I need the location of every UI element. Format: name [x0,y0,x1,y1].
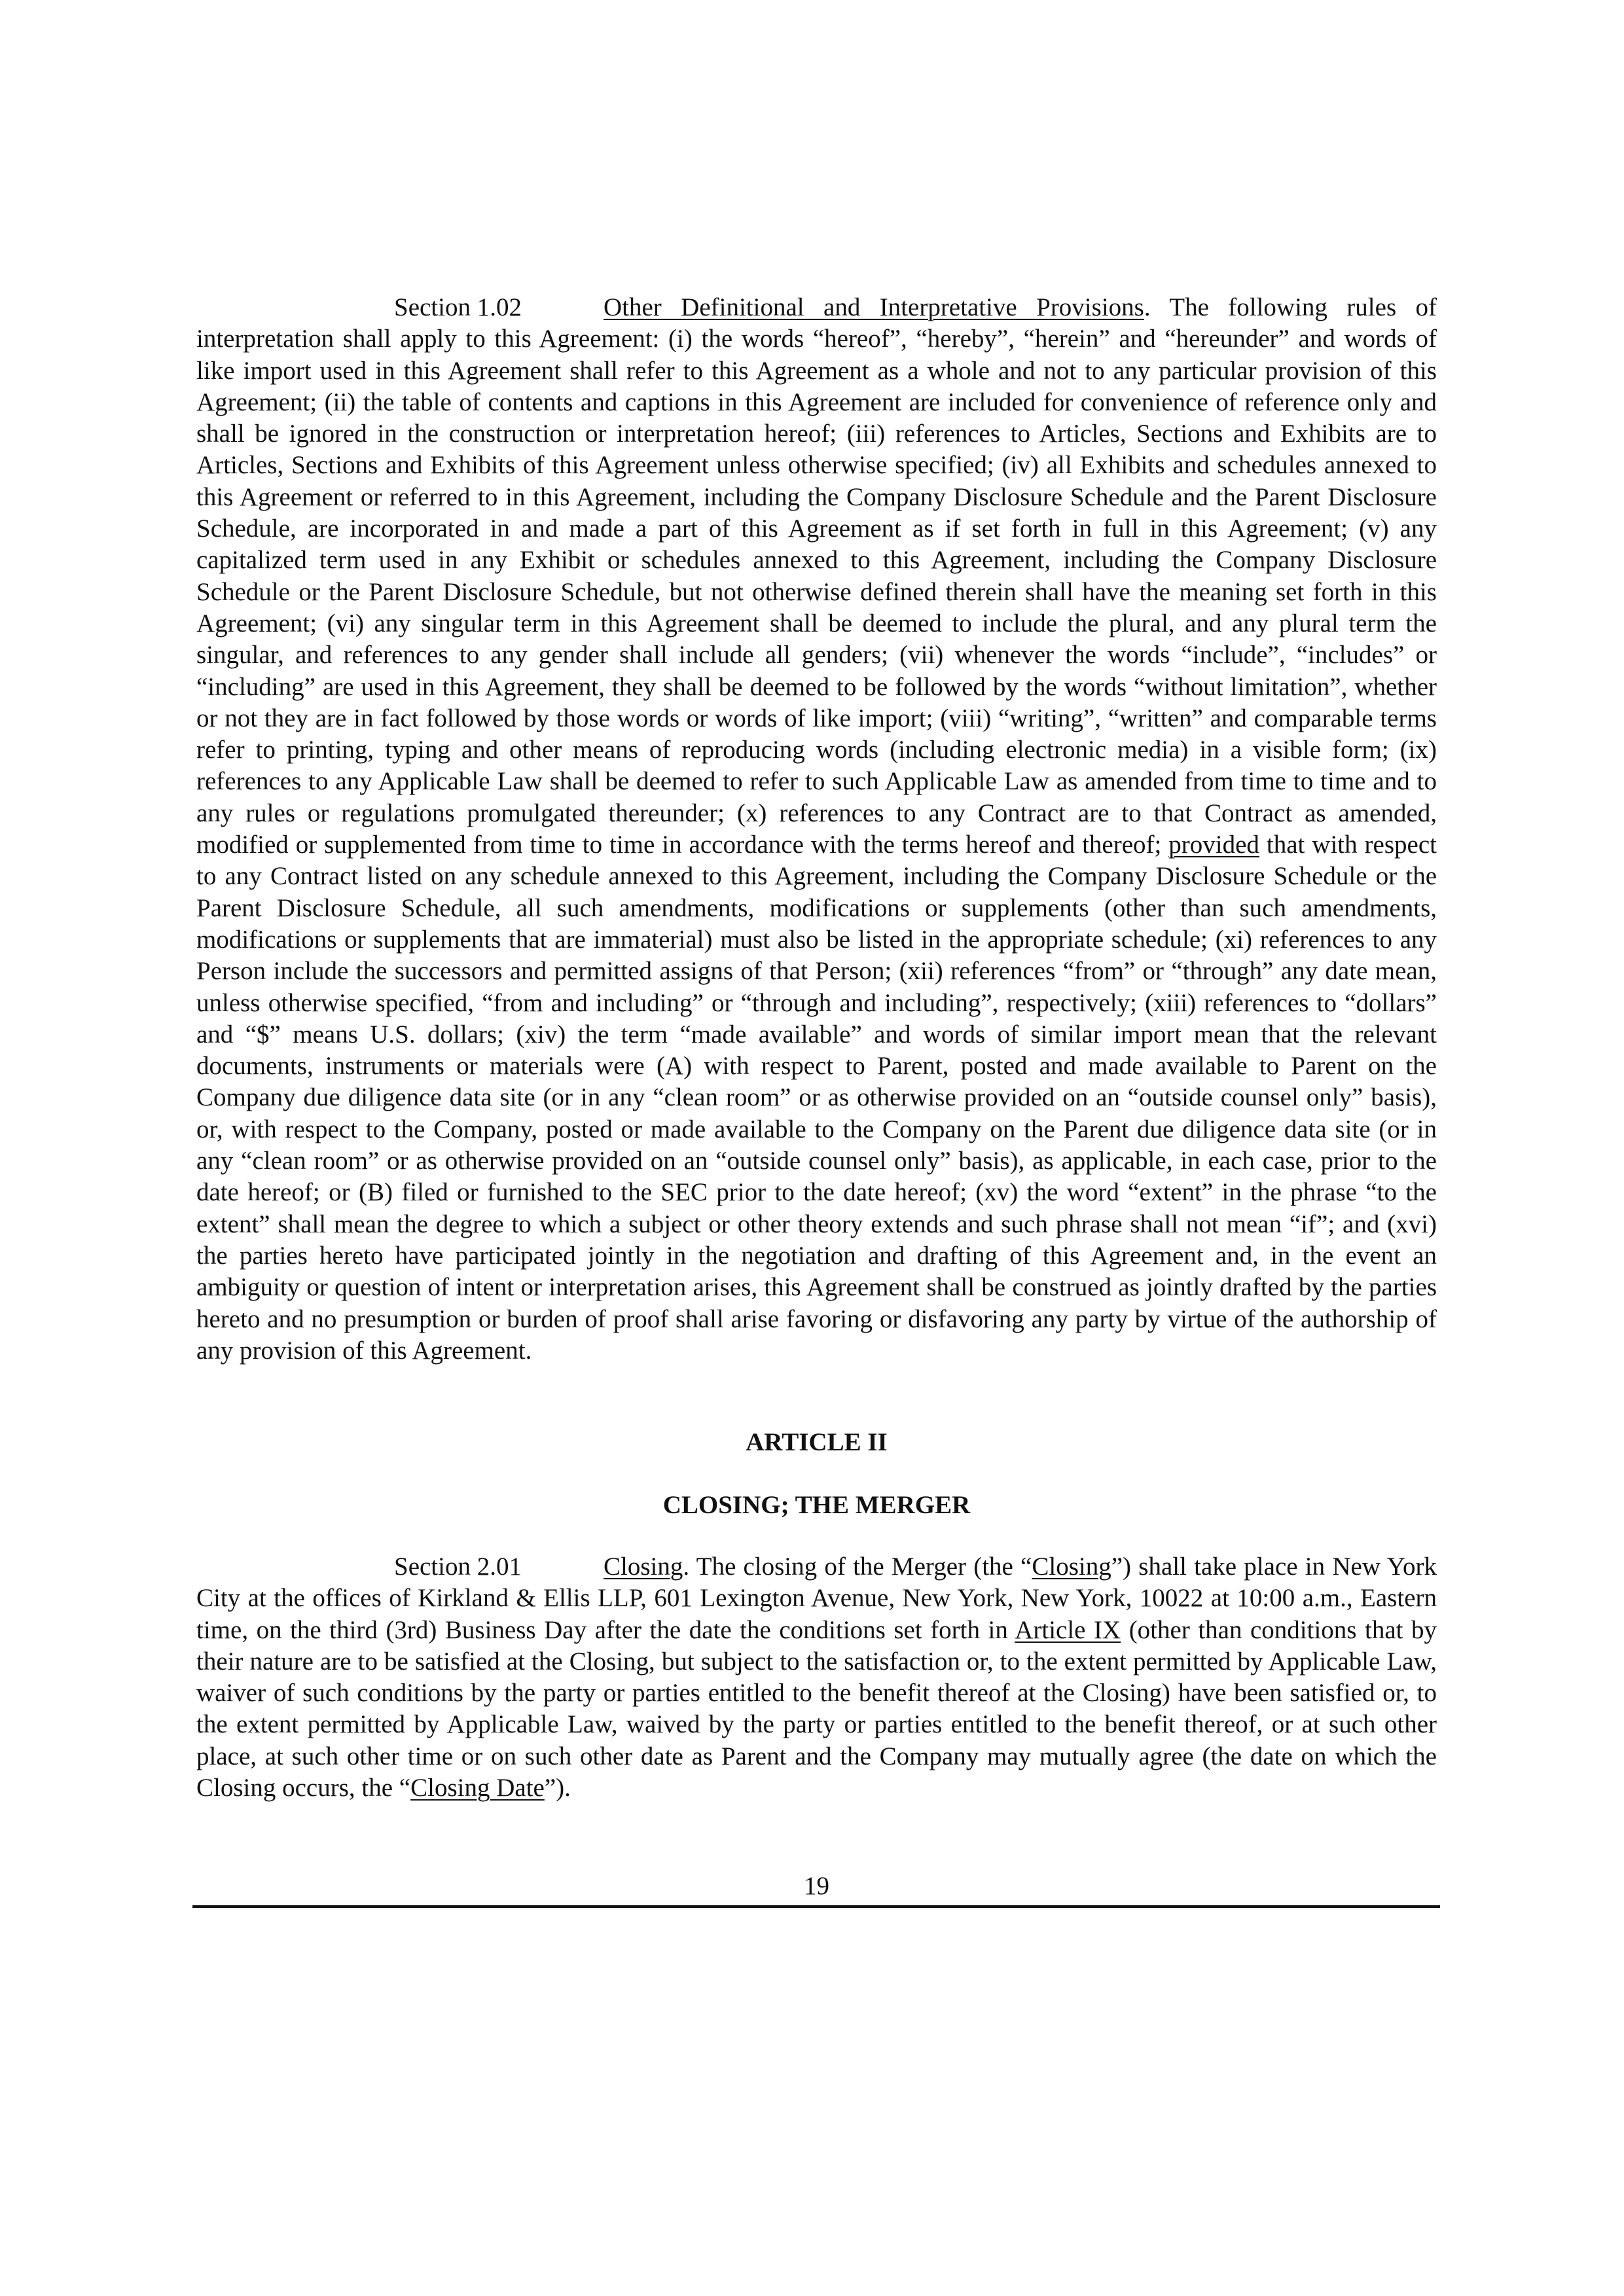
section-2-01-title: Closing [604,1552,683,1581]
section-2-01-text-part-3: (other than conditions that by their nature are to be satisfied at the Closing, but subject to the satisfaction or, to the extent permitted by Applicable Law, waiver of such conditions by the party or parties entitled to the benefit thereof at the Closing) have been satisfied or, to the extent permitted by Applicable Law, waived by the party or parties entitled to the benefit thereof, or at such other place, at such other time or on such other date as Parent and the Company may mutually agree (the date on which the Closing occurs, the “ [196,1615,1437,1803]
section-1-02-paragraph [196,292,1437,1367]
section-2-01-paragraph [196,1551,1437,1804]
section-2-01-text-part-1: . The closing of the Merger (the “ [683,1552,1032,1581]
section-1-02-text-part-1: . The following rules of interpretation shall apply to this Agreement: (i) the words “hereof”, “hereby”, “herein” and “hereunder” and words of like import used in this Agreement shall refer to this Agreement as a whole and not to any particular provision of this Agreement; (ii) the table of contents and captions in this Agreement are included for convenience of reference only and shall be ignored in the construction or interpretation hereof; (iii) references to Articles, Sections and Exhibits are to Articles, Sections and Exhibits of this Agreement unless otherwise specified; (iv) all Exhibits and schedules annexed to this Agreement or referred to in this Agreement, including the Company Disclosure Schedule and the Parent Disclosure Schedule, are incorporated in and made a part of this Agreement as if set forth in full in this Agreement; (v) any capitalized term used in any Exhibit or schedules annexed to this Agreement, including the Company Disclosure Schedule or the Parent Disclosure Schedule, but not otherwise defined therein shall have the meaning set forth in this Agreement; (vi) any singular term in this Agreement shall be deemed to include the plural, and any plural term the singular, and references to any gender shall include all genders; (vii) whenever the words “include”, “includes” or “including” are used in this Agreement, they shall be deemed to be followed by the words “without limitation”, whether or not they are in fact followed by those words or words of like import; (viii) “writing”, “written” and comparable terms refer to printing, typing and other means of reproducing words (including electronic media) in a visible form; (ix) references to any Applicable Law shall be deemed to refer to such Applicable Law as amended from time to time and to any rules or regulations promulgated thereunder; (x) references to any Contract are to that Contract as amended, modified or supplemented from time to time in accordance with the terms hereof and thereof; [196,293,1437,859]
section-2-01-text-part-4: ”). [544,1774,571,1803]
section-2-01-number: Section 2.01 [394,1552,522,1581]
section-1-02-text-part-2: that with respect to any Contract listed on any schedule annexed to this Agreement, including the Company Disclosure Schedule or the Parent Disclosure Schedule, all such amendments, modifications or supplements (other than such amendments, modifications or supplements that are immaterial) must also be listed in the appropriate schedule; (xi) references to any Person include the successors and permitted assigns of that Person; (xii) references “from” or “through” any date mean, unless otherwise specified, “from and including” or “through and including”, respectively; (xiii) references to “dollars” and “$” means U.S. dollars; (xiv) the term “made available” and words of similar import mean that the relevant documents, instruments or materials were (A) with respect to Parent, posted and made available to Parent on the Company due diligence data site (or in any “clean room” or as otherwise provided on an “outside counsel only” basis), or, with respect to the Company, posted or made available to the Company on the Parent due diligence data site (or in any “clean room” or as otherwise provided on an “outside counsel only” basis), as applicable, in each case, prior to the date hereof; or (B) filed or furnished to the SEC prior to the date hereof; (xv) the word “extent” in the phrase “to the extent” shall mean the degree to which a subject or other theory extends and such phrase shall not mean “if”; and (xvi) the parties hereto have participated jointly in the negotiation and drafting of this Agreement and, in the event an ambiguity or question of intent or interpretation arises, this Agreement shall be construed as jointly drafted by the parties hereto and no presumption or burden of proof shall arise favoring or disfavoring any party by virtue of the authorship of any provision of this Agreement. [196,831,1437,1365]
provided-term: provided [1168,831,1259,859]
section-2-01-text-part-2: ”) shall take place in New York City at the offices of Kirkland & Ellis LLP, 601 Lexington Avenue, New York, New York, 10022 at 10:00 a.m., Eastern time, on the third (3rd) Business Day after the date the conditions set forth in [196,1552,1437,1644]
section-1-02-title: Other Definitional and Interpretative Provisions [604,293,1144,321]
article-subtitle: CLOSING; THE MERGER [662,1491,971,1519]
article-title: ARTICLE II [746,1428,888,1456]
section-1-02-number: Section 1.02 [394,293,522,321]
closing-defined-term: Closing [1032,1552,1111,1581]
closing-date-defined-term: Closing Date [410,1774,545,1803]
footer-rule [192,1905,1440,1908]
article-ix-reference: Article IX [1015,1615,1121,1644]
page-number: 19 [804,1872,829,1900]
